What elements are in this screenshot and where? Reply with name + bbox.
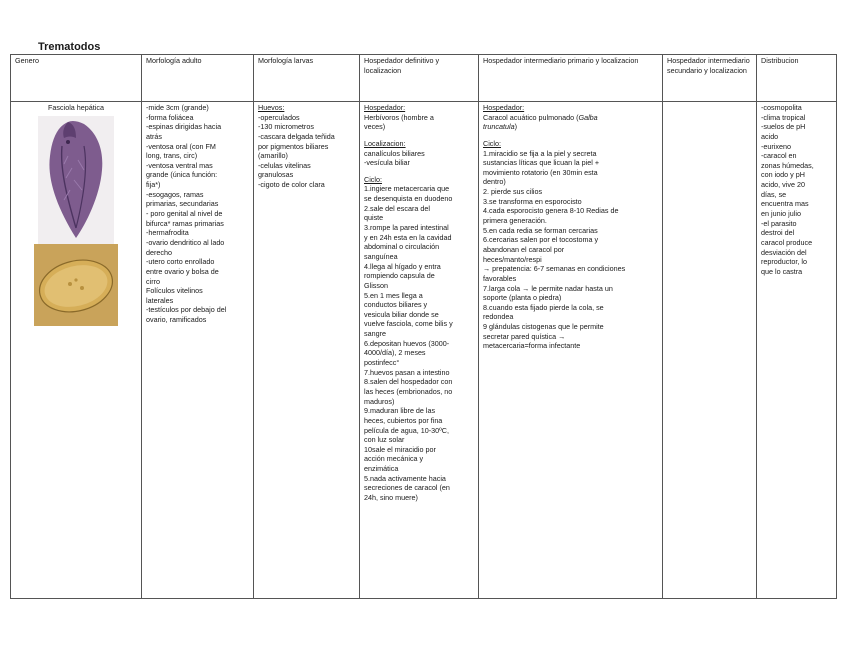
localization-line: canalículos biliares: [364, 148, 425, 158]
intermediate-host-species-2: [483, 122, 658, 132]
definitive-cycle-step: enzimática: [364, 464, 399, 474]
intermediate-cycle-step: 2. pierde sus cilios: [483, 187, 543, 197]
definitive-cycle-step: 2.sale del escara del: [364, 203, 430, 213]
definitive-cycle-step: 4.llega al hígado y entra: [364, 261, 441, 271]
host-species: truncatula: [483, 122, 515, 132]
definitive-cycle-step: 5.en 1 mes llega a: [364, 290, 423, 300]
host-suffix: ): [514, 122, 517, 132]
definitive-cycle-step: 5.nada activamente hacia: [364, 473, 446, 483]
larva-morphology-line: granulosas: [258, 170, 294, 180]
genus-name: Fasciola hepática: [48, 103, 104, 112]
adult-morphology-line: ovario, ramificados: [146, 315, 207, 325]
adult-morphology-line: Folículos vitelinos: [146, 286, 203, 296]
host-genus: Galba: [578, 112, 598, 122]
host-prefix: Caracol acuático pulmonado (: [483, 112, 579, 122]
adult-morphology-line: bifurca* ramas primarias: [146, 218, 224, 228]
distribution-line: -clima tropical: [761, 112, 806, 122]
table-row: [11, 102, 837, 599]
trematodes-table: [10, 54, 837, 599]
definitive-host-heading: Hospedador:: [364, 103, 406, 112]
header-hospedador-definitivo: Hospedador definitivo y localizacion: [360, 55, 479, 102]
intermediate-host-primary-cell: [479, 102, 663, 599]
distribution-line: acido, vive 20: [761, 180, 805, 190]
intermediate-cycle-list: [483, 149, 658, 351]
definitive-cycle-step: maduros): [364, 396, 395, 406]
definitive-cycle-step: 8.salen del hospedador con: [364, 377, 453, 387]
intermediate-cycle-step: 5.en cada redia se forman cercarias: [483, 225, 598, 235]
adult-morphology-line: -mide 3cm (grande): [146, 103, 209, 112]
definitive-cycle-step: secreciones de caracol (en: [364, 483, 450, 493]
adult-morphology-line: -testículos por debajo del: [146, 305, 227, 315]
adult-morphology-line: - poro genital al nivel de: [146, 209, 223, 219]
definitive-cycle-step: 24h, sino muere): [364, 492, 418, 502]
definitive-host-list: [364, 113, 474, 132]
definitive-cycle-step: 1.ingiere metacercaria que: [364, 184, 450, 194]
adult-morphology-line: -espinas dirigidas hacia: [146, 122, 222, 132]
distribution-line: -el parasito: [761, 218, 797, 228]
intermediate-host-secondary-cell: [663, 102, 757, 599]
distribution-line: destroi del: [761, 228, 795, 238]
intermediate-cycle-step: 1.miracidio se fija a la piel y secreta: [483, 148, 597, 158]
adult-morphology-list: [146, 103, 249, 325]
intermediate-cycle-step: 3.se transforma en esporocisto: [483, 196, 582, 206]
definitive-cycle-list: [364, 184, 474, 502]
larva-morphology-line: -celulas vitelinas: [258, 160, 311, 170]
adult-morphology-cell: [142, 102, 254, 599]
adult-morphology-line: -forma foliácea: [146, 112, 194, 122]
definitive-cycle-step: 3.rompe la pared intestinal: [364, 223, 449, 233]
adult-morphology-line: -utero corto enrollado: [146, 257, 215, 267]
distribution-line: -eurixeno: [761, 141, 791, 151]
distribution-line: caracol produce: [761, 237, 813, 247]
intermediate-host-heading: Hospedador:: [483, 103, 525, 112]
localization-list: [364, 149, 474, 168]
adult-morphology-line: grande (única función:: [146, 170, 218, 180]
intermediate-cycle-step: primera generación.: [483, 216, 547, 226]
definitive-cycle-step: sangre: [364, 329, 386, 339]
definitive-cycle-step: las heces (embrionados, no: [364, 386, 453, 396]
page-title: Trematodos: [38, 41, 101, 53]
header-row: [11, 55, 837, 102]
distribution-list: [761, 103, 832, 277]
header-hospedador-intermediario-secundario: Hospedador intermediario secundario y localizacion: [663, 55, 757, 102]
eggs-heading: Huevos:: [258, 103, 285, 112]
definitive-cycle-step: postinfecc°: [364, 358, 400, 368]
header-genero: Genero: [11, 55, 142, 102]
larva-morphology-line: -operculados: [258, 112, 300, 122]
adult-morphology-line: -ventosa ventral mas: [146, 160, 213, 170]
larva-morphology-line: -cascara delgada teñida: [258, 131, 335, 141]
intermediate-cycle-step: favorables: [483, 273, 517, 283]
definitive-cycle-step: vuelve fasciola, come bilis y: [364, 319, 453, 329]
definitive-cycle-step: rompiendo capsula de: [364, 271, 435, 281]
definitive-cycle-step: sanguínea: [364, 251, 398, 261]
definitive-cycle-step: quiste: [364, 213, 384, 223]
adult-morphology-line: entre ovario y bolsa de: [146, 266, 219, 276]
adult-morphology-line: long, trans, circ): [146, 151, 198, 161]
distribution-line: desviación del: [761, 247, 807, 257]
adult-morphology-line: -ovario dendritico al lado: [146, 237, 225, 247]
fasciola-egg-image: [34, 244, 118, 326]
adult-morphology-line: atrás: [146, 131, 162, 141]
distribution-cell: [757, 102, 837, 599]
intermediate-cycle-step: 9 glándulas cistogenas que le permite: [483, 322, 604, 332]
distribution-line: -caracol en: [761, 151, 797, 161]
adult-morphology-line: laterales: [146, 295, 174, 305]
definitive-cycle-step: y en 24h esta en la cavidad: [364, 232, 452, 242]
definitive-cycle-step: acción mecánica y: [364, 454, 424, 464]
definitive-cycle-step: se desenquista en duodeno: [364, 194, 453, 204]
definitive-cycle-step: 6.depositan huevos (3000-: [364, 338, 450, 348]
intermediate-cycle-step: 8.cuando esta fijado pierde la cola, se: [483, 302, 604, 312]
intermediate-cycle-step: soporte (planta o piedra): [483, 293, 562, 303]
localization-heading: Localizacion:: [364, 138, 406, 148]
definitive-host-cell: [360, 102, 479, 599]
definitive-cycle-heading: Ciclo:: [364, 174, 382, 184]
intermediate-cycle-step: 4.cada esporocisto genera 8-10 Redias de: [483, 206, 619, 216]
definitive-host-line: Herbívoros (hombre a: [364, 112, 434, 122]
definitive-cycle-step: con luz solar: [364, 435, 405, 445]
adult-morphology-line: -hermafrodita: [146, 228, 189, 238]
definitive-cycle-step: 7.huevos pasan a intestino: [364, 367, 450, 377]
definitive-cycle-step: heces, cubiertos por fina: [364, 415, 443, 425]
definitive-cycle-step: abdominal o circulación: [364, 242, 440, 252]
larva-morphology-cell: [254, 102, 360, 599]
larva-morphology-line: -cigoto de color clara: [258, 180, 325, 190]
larva-morphology-line: por pigmentos biliares: [258, 141, 329, 151]
intermediate-cycle-step: redondea: [483, 312, 514, 322]
definitive-cycle-step: conductos biliares y: [364, 300, 428, 310]
adult-morphology-line: derecho: [146, 247, 172, 257]
intermediate-cycle-step: abandonan el caracol por: [483, 244, 565, 254]
localization-line: -vesícula biliar: [364, 158, 410, 168]
definitive-cycle-step: 10sale el miracidio por: [364, 444, 436, 454]
adult-morphology-line: -esogagos, ramas: [146, 189, 204, 199]
definitive-cycle-step: película de agua, 10-30ºC,: [364, 425, 449, 435]
definitive-cycle-step: Glisson: [364, 280, 388, 290]
intermediate-cycle-step: dentro): [483, 177, 506, 187]
intermediate-cycle-step: movimiento rotatorio (en 30min esta: [483, 167, 598, 177]
header-hospedador-intermediario-primario: Hospedador intermediario primario y localizacion: [479, 55, 663, 102]
genus-cell: [11, 102, 142, 599]
header-morfologia-larvas: Morfología larvas: [254, 55, 360, 102]
intermediate-cycle-step: 6.cercarias salen por el tocostoma y: [483, 235, 599, 245]
larva-morphology-line: -130 micrometros: [258, 122, 314, 132]
intermediate-cycle-step: heces/manto/respi: [483, 254, 542, 264]
distribution-line: que lo castra: [761, 266, 803, 276]
intermediate-cycle-step: metacercaria=forma infectante: [483, 341, 581, 351]
larva-morphology-line: (amarillo): [258, 151, 288, 161]
intermediate-cycle-step: sustancias líticas que licuan la piel +: [483, 158, 600, 168]
definitive-cycle-step: vesicula biliar donde se: [364, 309, 439, 319]
adult-morphology-line: primarias, secundarias: [146, 199, 219, 209]
distribution-line: -cosmopolita: [761, 103, 802, 112]
adult-morphology-line: cirro: [146, 276, 160, 286]
distribution-line: -suelos de pH: [761, 122, 806, 132]
distribution-line: con iodo y pH: [761, 170, 805, 180]
definitive-host-line: veces): [364, 122, 386, 132]
intermediate-cycle-step: secretar pared quística →: [483, 331, 566, 341]
fasciola-adult-image: [38, 116, 114, 244]
adult-morphology-line: -ventosa oral (con FM: [146, 141, 216, 151]
definitive-cycle-step: 9.maduran libre de las: [364, 406, 436, 416]
header-morfologia-adulto: Morfología adulto: [142, 55, 254, 102]
distribution-line: días, se: [761, 189, 787, 199]
distribution-line: reproductor, lo: [761, 257, 807, 267]
distribution-line: zonas húmedas,: [761, 160, 814, 170]
header-distribucion: Distribucion: [757, 55, 837, 102]
intermediate-host-species: [483, 113, 658, 123]
intermediate-cycle-step: 7.larga cola → le permite nadar hasta un: [483, 283, 613, 293]
larva-morphology-list: [258, 113, 355, 190]
distribution-line: acido: [761, 131, 779, 141]
intermediate-cycle-step: → prepatencia: 6-7 semanas en condiciones: [483, 264, 626, 274]
distribution-line: en junio julio: [761, 209, 801, 219]
adult-morphology-line: fija*): [146, 180, 161, 190]
intermediate-cycle-heading: Ciclo:: [483, 138, 501, 148]
distribution-line: encuentra mas: [761, 199, 809, 209]
definitive-cycle-step: 4000/día), 2 meses: [364, 348, 426, 358]
